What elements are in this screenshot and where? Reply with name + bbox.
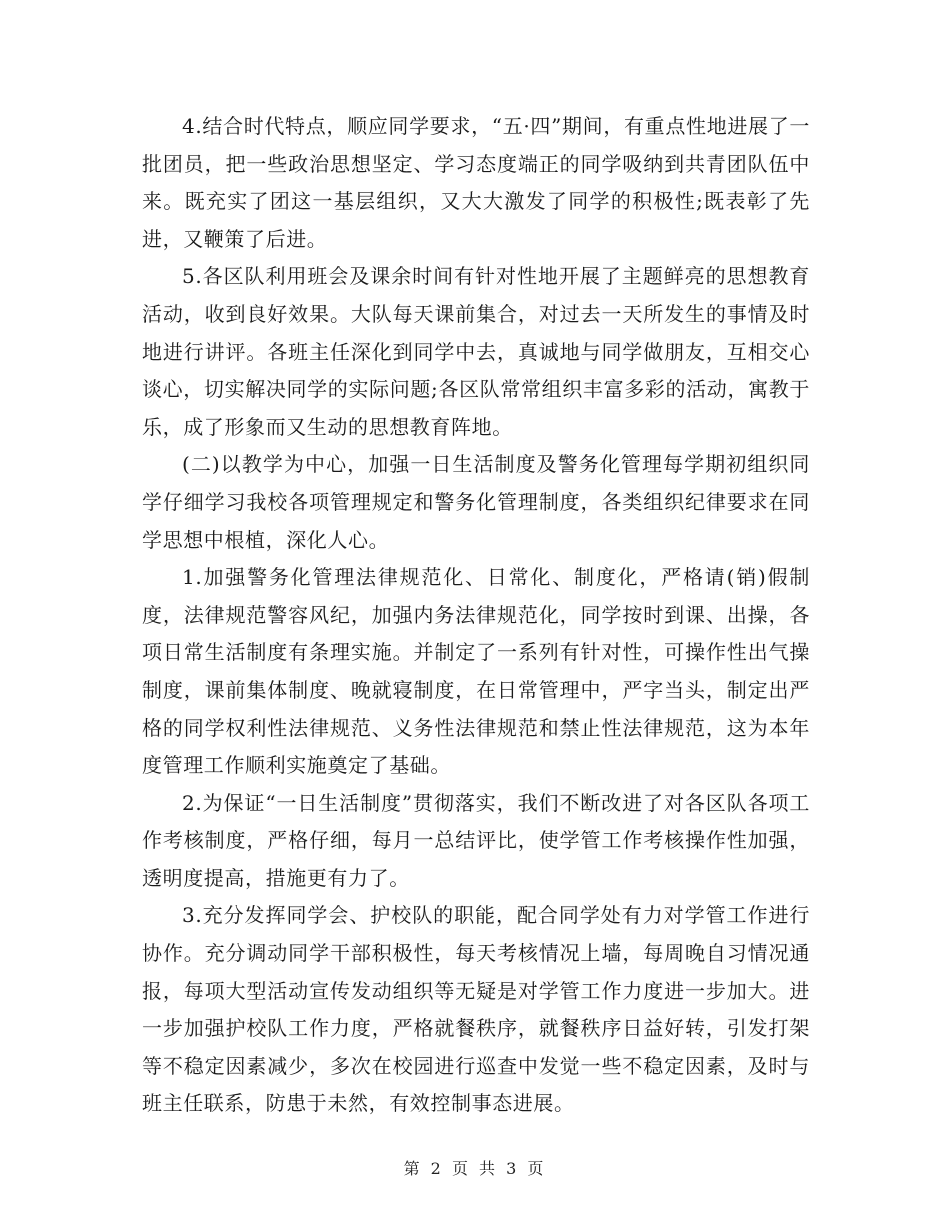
paragraph-item-3: 3.充分发挥同学会、护校队的职能，配合同学处有力对学管工作进行协作。充分调动同学干部积极性，每天考核情况上墙，每周晚自习情况通报，每项大型活动宣传发动组织等无疑是对学管工作力度进一步加大。进一步加强护校队工作力度，严格就餐秩序，就餐秩序日益好转，引发打架等不稳定因素减少，多次在校园进行巡查中发觉一些不稳定因素，及时与班主任联系，防患于未然，有效控制事态进展。: [142, 903, 810, 1116]
document-body: [142, 108, 810, 1123]
page-number-footer: 第 2 页 共 3 页: [403, 1159, 547, 1178]
paragraph-item-4: 4.结合时代特点，顺应同学要求，“五·四”期间，有重点性地进展了一批团员，把一些政治思想坚定、学习态度端正的同学吸纳到共青团队伍中来。既充实了团这一基层组织，又大大激发了同学的积极性;既表彰了先进，又鞭策了后进。: [142, 114, 810, 251]
section-heading-2: (二)以教学为中心，加强一日生活制度及警务化管理每学期初组织同学仔细学习我校各项管理规定和警务化管理制度，各类组织纪律要求在同学思想中根植，深化人心。: [142, 452, 810, 552]
paragraph-item-1: 1.加强警务化管理法律规范化、日常化、制度化，严格请(销)假制度，法律规范警容风纪，加强内务法律规范化，同学按时到课、出操，各项日常生活制度有条理实施。并制定了一系列有针对性，可操作性出气操制度，课前集体制度、晚就寝制度，在日常管理中，严字当头，制定出严格的同学权利性法律规范、义务性法律规范和禁止性法律规范，这为本年度管理工作顺利实施奠定了基础。: [142, 565, 810, 778]
paragraph-item-2: 2.为保证“一日生活制度”贯彻落实，我们不断改进了对各区队各项工作考核制度，严格仔细，每月一总结评比，使学管工作考核操作性加强，透明度提高，措施更有力了。: [142, 790, 810, 890]
paragraph-item-5: 5.各区队利用班会及课余时间有针对性地开展了主题鲜亮的思想教育活动，收到良好效果。大队每天课前集合，对过去一天所发生的事情及时地进行讲评。各班主任深化到同学中去，真诚地与同学做朋友，互相交心谈心，切实解决同学的实际问题;各区队常常组织丰富多彩的活动，寓教于乐，成了形象而又生动的思想教育阵地。: [142, 264, 810, 439]
